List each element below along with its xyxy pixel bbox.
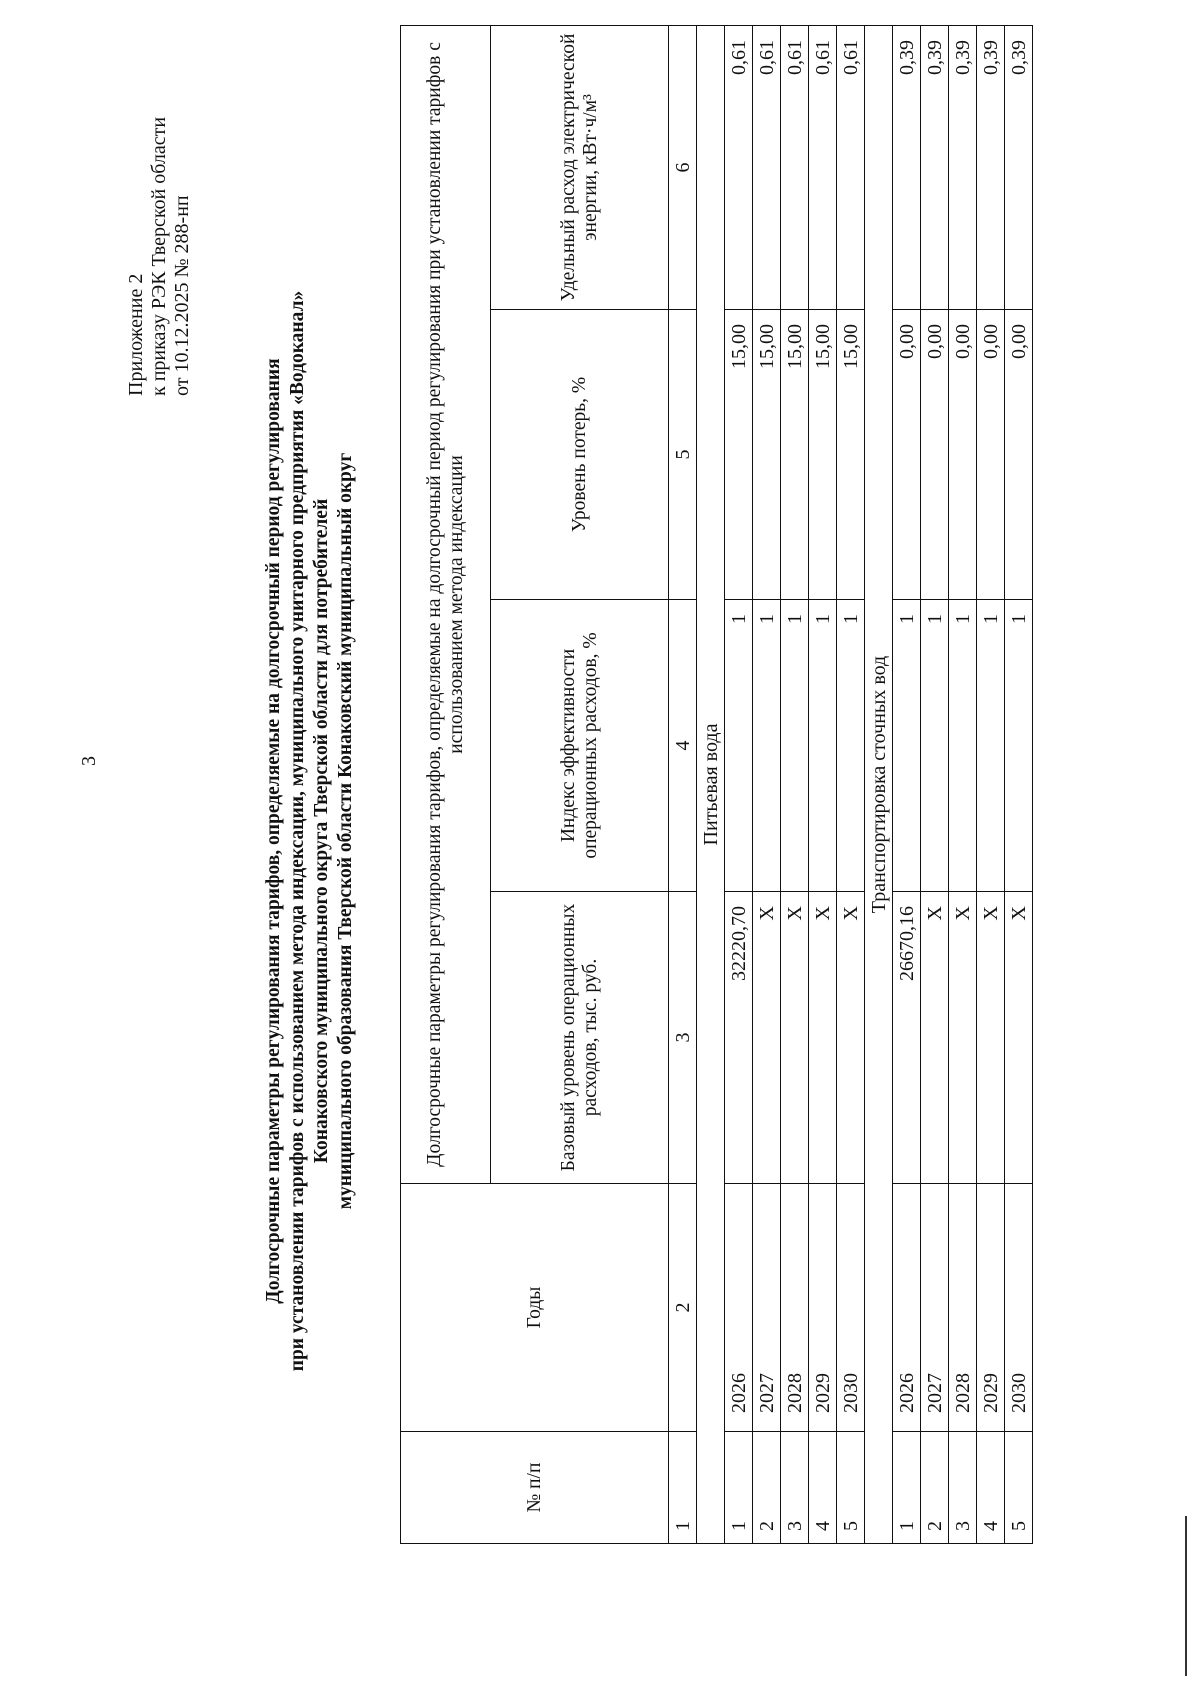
row-loss-level: 0,00 (949, 310, 977, 600)
row-number: 5 (1005, 1432, 1033, 1544)
row-year: 2026 (725, 1184, 753, 1432)
title-line-3: Конаковского муниципального округа Тверской области для потребителей (311, 498, 332, 1164)
row-number: 3 (781, 1432, 809, 1544)
row-loss-level: 0,00 (921, 310, 949, 600)
row-number: 3 (949, 1432, 977, 1544)
row-energy-use: 0,39 (949, 25, 977, 309)
row-loss-level: 15,00 (837, 310, 865, 600)
row-year: 2027 (921, 1184, 949, 1432)
column-number-row (669, 25, 697, 1543)
title-line-1: Долгосрочные параметры регулирования тарифов, определяемые на долгосрочный период регулирования (263, 358, 284, 1304)
annex-line-3: от 10.12.2025 № 288-нп (171, 195, 193, 396)
column-number: 1 (669, 1432, 697, 1544)
table-row (1005, 25, 1033, 1543)
row-year: 2030 (837, 1184, 865, 1432)
header-base-opex: Базовый уровень операционных расходов, тыс. руб. (491, 892, 669, 1184)
parameters-table (400, 25, 1033, 1544)
row-efficiency-index: 1 (949, 600, 977, 892)
row-year: 2030 (1005, 1184, 1033, 1432)
table-row (725, 25, 753, 1543)
row-loss-level: 0,00 (1005, 310, 1033, 600)
row-efficiency-index: 1 (977, 600, 1005, 892)
row-energy-use: 0,39 (921, 25, 949, 309)
title-line-4: муниципального образования Тверской области Конаковский муниципальный округ (335, 452, 356, 1210)
header-group: Долгосрочные параметры регулирования тарифов, определяемые на долгосрочный период регулирования при установлении тарифов с использованием метода индексации (401, 25, 491, 1183)
row-number: 5 (837, 1432, 865, 1544)
row-efficiency-index: 1 (921, 600, 949, 892)
row-number: 2 (921, 1432, 949, 1544)
row-loss-level: 15,00 (725, 310, 753, 600)
row-energy-use: 0,39 (893, 25, 921, 309)
row-efficiency-index: 1 (753, 600, 781, 892)
table-row (809, 25, 837, 1543)
row-number: 4 (977, 1432, 1005, 1544)
row-loss-level: 0,00 (893, 310, 921, 600)
column-number: 5 (669, 310, 697, 600)
row-year: 2029 (977, 1184, 1005, 1432)
header-energy-use: Удельный расход электрической энергии, кВт·ч/м³ (491, 25, 669, 309)
row-number: 2 (753, 1432, 781, 1544)
row-base-opex: Х (921, 892, 949, 1184)
row-base-opex: Х (1005, 892, 1033, 1184)
row-energy-use: 0,61 (837, 25, 865, 309)
title-line-2: при установлении тарифов с использованием метода индексации, муниципального унитарного предприятия «Водоканал» (287, 290, 308, 1372)
row-loss-level: 15,00 (809, 310, 837, 600)
row-efficiency-index: 1 (893, 600, 921, 892)
column-number: 4 (669, 600, 697, 892)
row-loss-level: 15,00 (781, 310, 809, 600)
header-efficiency-index: Индекс эффективности операционных расходов, % (491, 600, 669, 892)
row-base-opex: Х (809, 892, 837, 1184)
column-number: 6 (669, 25, 697, 309)
section-row (697, 25, 725, 1543)
table-row (949, 25, 977, 1543)
row-number: 4 (809, 1432, 837, 1544)
row-base-opex: Х (781, 892, 809, 1184)
row-base-opex: Х (949, 892, 977, 1184)
table-body (669, 25, 1033, 1543)
row-number: 1 (893, 1432, 921, 1544)
row-efficiency-index: 1 (725, 600, 753, 892)
row-energy-use: 0,61 (781, 25, 809, 309)
page-edge-line (1185, 1516, 1187, 1676)
row-base-opex: 32220,70 (725, 892, 753, 1184)
row-year: 2029 (809, 1184, 837, 1432)
row-energy-use: 0,61 (809, 25, 837, 309)
row-energy-use: 0,39 (977, 25, 1005, 309)
section-title-wastewater-transport: Транспортировка сточных вод (865, 25, 893, 1543)
row-loss-level: 15,00 (753, 310, 781, 600)
annex-line-1: Приложение 2 (125, 273, 147, 396)
header-years: Годы (401, 1184, 669, 1432)
row-efficiency-index: 1 (809, 600, 837, 892)
section-title-drinking-water: Питьевая вода (697, 25, 725, 1543)
row-year: 2026 (893, 1184, 921, 1432)
table-row (837, 25, 865, 1543)
row-year: 2027 (753, 1184, 781, 1432)
column-number: 2 (669, 1184, 697, 1432)
row-efficiency-index: 1 (837, 600, 865, 892)
row-year: 2028 (781, 1184, 809, 1432)
table-row (893, 25, 921, 1543)
annex-block (125, 0, 194, 396)
row-energy-use: 0,61 (753, 25, 781, 309)
row-year: 2028 (949, 1184, 977, 1432)
row-energy-use: 0,39 (1005, 25, 1033, 309)
header-loss-level: Уровень потерь, % (491, 310, 669, 600)
row-number: 1 (725, 1432, 753, 1544)
row-base-opex: Х (837, 892, 865, 1184)
row-base-opex: Х (753, 892, 781, 1184)
row-base-opex: Х (977, 892, 1005, 1184)
row-base-opex: 26670,16 (893, 892, 921, 1184)
row-efficiency-index: 1 (1005, 600, 1033, 892)
table-row (921, 25, 949, 1543)
row-energy-use: 0,61 (725, 25, 753, 309)
header-no: № п/п (401, 1432, 669, 1544)
page-number: 3 (78, 756, 100, 766)
table-row (977, 25, 1005, 1543)
row-efficiency-index: 1 (781, 600, 809, 892)
document-title (262, 216, 358, 1446)
table-row (753, 25, 781, 1543)
row-loss-level: 0,00 (977, 310, 1005, 600)
column-number: 3 (669, 892, 697, 1184)
section-row (865, 25, 893, 1543)
annex-line-2: к приказу РЭК Тверской области (148, 116, 170, 396)
table-row (781, 25, 809, 1543)
